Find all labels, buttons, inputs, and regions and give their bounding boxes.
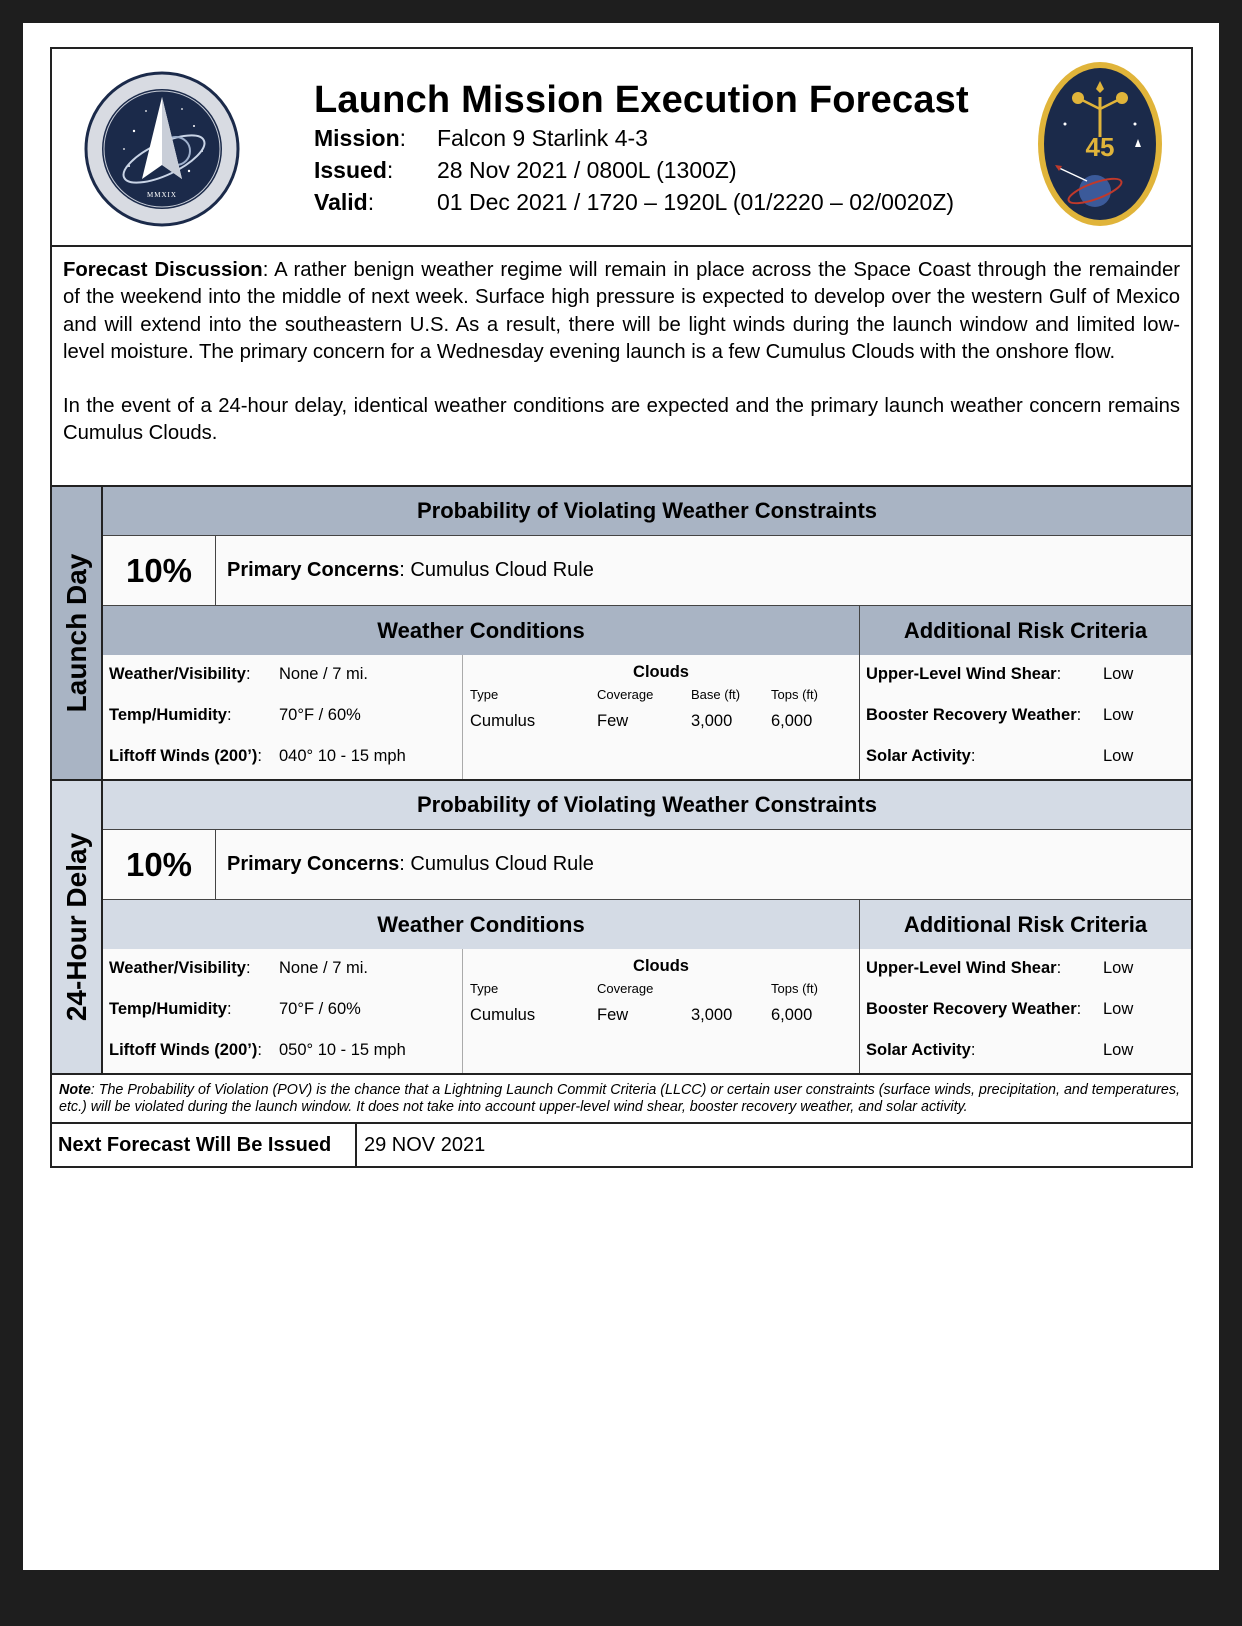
next-forecast-row (52, 1124, 1191, 1166)
cloud-tops-value: 6,000 (771, 712, 813, 730)
conditions-grid (103, 655, 1191, 779)
forecast-header (52, 49, 1191, 247)
solar-activity-row: Solar Activity: Low (866, 1041, 1134, 1059)
cloud-coverage-header: Coverage (597, 981, 654, 996)
cloud-type-value: Cumulus (470, 1006, 536, 1024)
page-title: Launch Mission Execution Forecast (314, 79, 969, 121)
45th-weather-squadron-badge-icon (1035, 59, 1165, 229)
cloud-type-value: Cumulus (470, 712, 536, 730)
pov-header: Probability of Violating Weather Constraints (103, 781, 1191, 830)
mission-row: Mission: Falcon 9 Starlink 4-3 (314, 125, 648, 151)
launch-day-side-label (52, 487, 103, 779)
cloud-base-value: 3,000 (691, 1006, 733, 1024)
next-forecast-date: 29 NOV 2021 (364, 1133, 486, 1156)
side-label-text: 24-Hour Delay (60, 832, 92, 1022)
clouds-title: Clouds (633, 957, 689, 975)
primary-concerns: Primary Concerns : Cumulus Cloud Rule (227, 559, 594, 581)
valid-row: Valid: 01 Dec 2021 / 1720 – 1920L (01/2220 – 02/0020Z) (314, 189, 955, 215)
pov-note: Note: The Probability of Violation (POV) is the chance that a Lightning Launch Commit Criteria (LLCC) or certain user constraints (surface winds, precipitation, and temperatures, etc.) will be violated during the launch window. It does not take into account upper-level wind shear, booster recovery weather, and solar activity. (52, 1075, 1191, 1124)
pov-value: 10% (103, 536, 216, 605)
valid-label: Valid (314, 189, 368, 215)
sub-headers (103, 606, 1191, 655)
temp-humidity-row: Temp/Humidity: 70°F / 60% (109, 1000, 361, 1018)
wind-shear-row: Upper-Level Wind Shear: Low (866, 959, 1134, 977)
conditions-grid (103, 949, 1191, 1073)
side-label-text: Launch Day (60, 553, 92, 713)
forecast-frame (50, 47, 1193, 1168)
discussion-paragraph-2: In the event of a 24-hour delay, identical weather conditions are expected and the primary launch weather concern remains Cumulus Clouds. (63, 395, 1180, 445)
mission-label: Mission (314, 125, 400, 151)
weather-visibility-row: Weather/Visibility: None / 7 mi. (109, 959, 368, 977)
additional-risk-header: Additional Risk Criteria (860, 900, 1191, 949)
wind-shear-row: Upper-Level Wind Shear: Low (866, 665, 1134, 683)
svg-text:MMXIX: MMXIX (147, 191, 177, 199)
issued-label: Issued (314, 157, 387, 183)
primary-concerns: Primary Concerns : Cumulus Cloud Rule (227, 853, 594, 875)
discussion-paragraph-1: Forecast Discussion: A rather benign weather regime will remain in place across the Space Coast through the remainder of the weekend into the middle of next week. Surface high pressure is expected to develop over the western Gulf of Mexico and will extend into the southeastern U.S. As a result, there will be light winds during the launch window and limited low-level moisture. The primary concern for a Wednesday evening launch is a few Cumulus Clouds with the onshore flow. (63, 259, 1180, 363)
cloud-tops-header: Tops (ft) (771, 981, 818, 996)
sub-headers (103, 900, 1191, 949)
cloud-coverage-header: Coverage (597, 687, 654, 702)
cloud-type-header: Type (470, 687, 499, 702)
cloud-type-header: Type (470, 981, 499, 996)
cloud-tops-value: 6,000 (771, 1006, 813, 1024)
issued-row: Issued: 28 Nov 2021 / 0800L (1300Z) (314, 157, 737, 183)
delay-section (52, 781, 1191, 1075)
weather-conditions-header: Weather Conditions (103, 606, 860, 655)
launch-day-section (52, 487, 1191, 781)
forecast-discussion (52, 247, 1191, 487)
issued-value: 28 Nov 2021 / 0800L (1300Z) (437, 157, 737, 183)
liftoff-winds-row: Liftoff Winds (200’): 040° 10 - 15 mph (109, 747, 406, 765)
space-force-seal-icon (84, 71, 240, 227)
weather-visibility-row: Weather/Visibility: None / 7 mi. (109, 665, 368, 683)
additional-risk-header: Additional Risk Criteria (860, 606, 1191, 655)
cloud-tops-header: Tops (ft) (771, 687, 818, 702)
mission-value: Falcon 9 Starlink 4-3 (437, 125, 648, 151)
cloud-base-value: 3,000 (691, 712, 733, 730)
booster-recovery-row: Booster Recovery Weather: Low (866, 706, 1134, 724)
valid-value: 01 Dec 2021 / 1720 – 1920L (01/2220 – 02/0020Z) (437, 189, 955, 215)
solar-activity-row: Solar Activity: Low (866, 747, 1134, 765)
cloud-coverage-value: Few (597, 1006, 629, 1024)
cloud-base-header: Base (ft) (691, 687, 741, 702)
discussion-label: Forecast Discussion (63, 259, 263, 281)
clouds-title: Clouds (633, 663, 689, 681)
next-forecast-label: Next Forecast Will Be Issued (52, 1124, 357, 1166)
liftoff-winds-row: Liftoff Winds (200’): 050° 10 - 15 mph (109, 1041, 406, 1059)
clouds-block (463, 655, 860, 779)
temp-humidity-row: Temp/Humidity: 70°F / 60% (109, 706, 361, 724)
badge-number: 45 (1085, 132, 1115, 162)
pov-value: 10% (103, 830, 216, 899)
clouds-block (463, 949, 860, 1073)
pov-header: Probability of Violating Weather Constraints (103, 487, 1191, 536)
cloud-coverage-value: Few (597, 712, 629, 730)
weather-conditions-header: Weather Conditions (103, 900, 860, 949)
pov-row (103, 536, 1191, 606)
booster-recovery-row: Booster Recovery Weather: Low (866, 1000, 1134, 1018)
document-page (23, 23, 1219, 1570)
delay-side-label (52, 781, 103, 1073)
pov-row (103, 830, 1191, 900)
note-label: Note (59, 1082, 91, 1098)
